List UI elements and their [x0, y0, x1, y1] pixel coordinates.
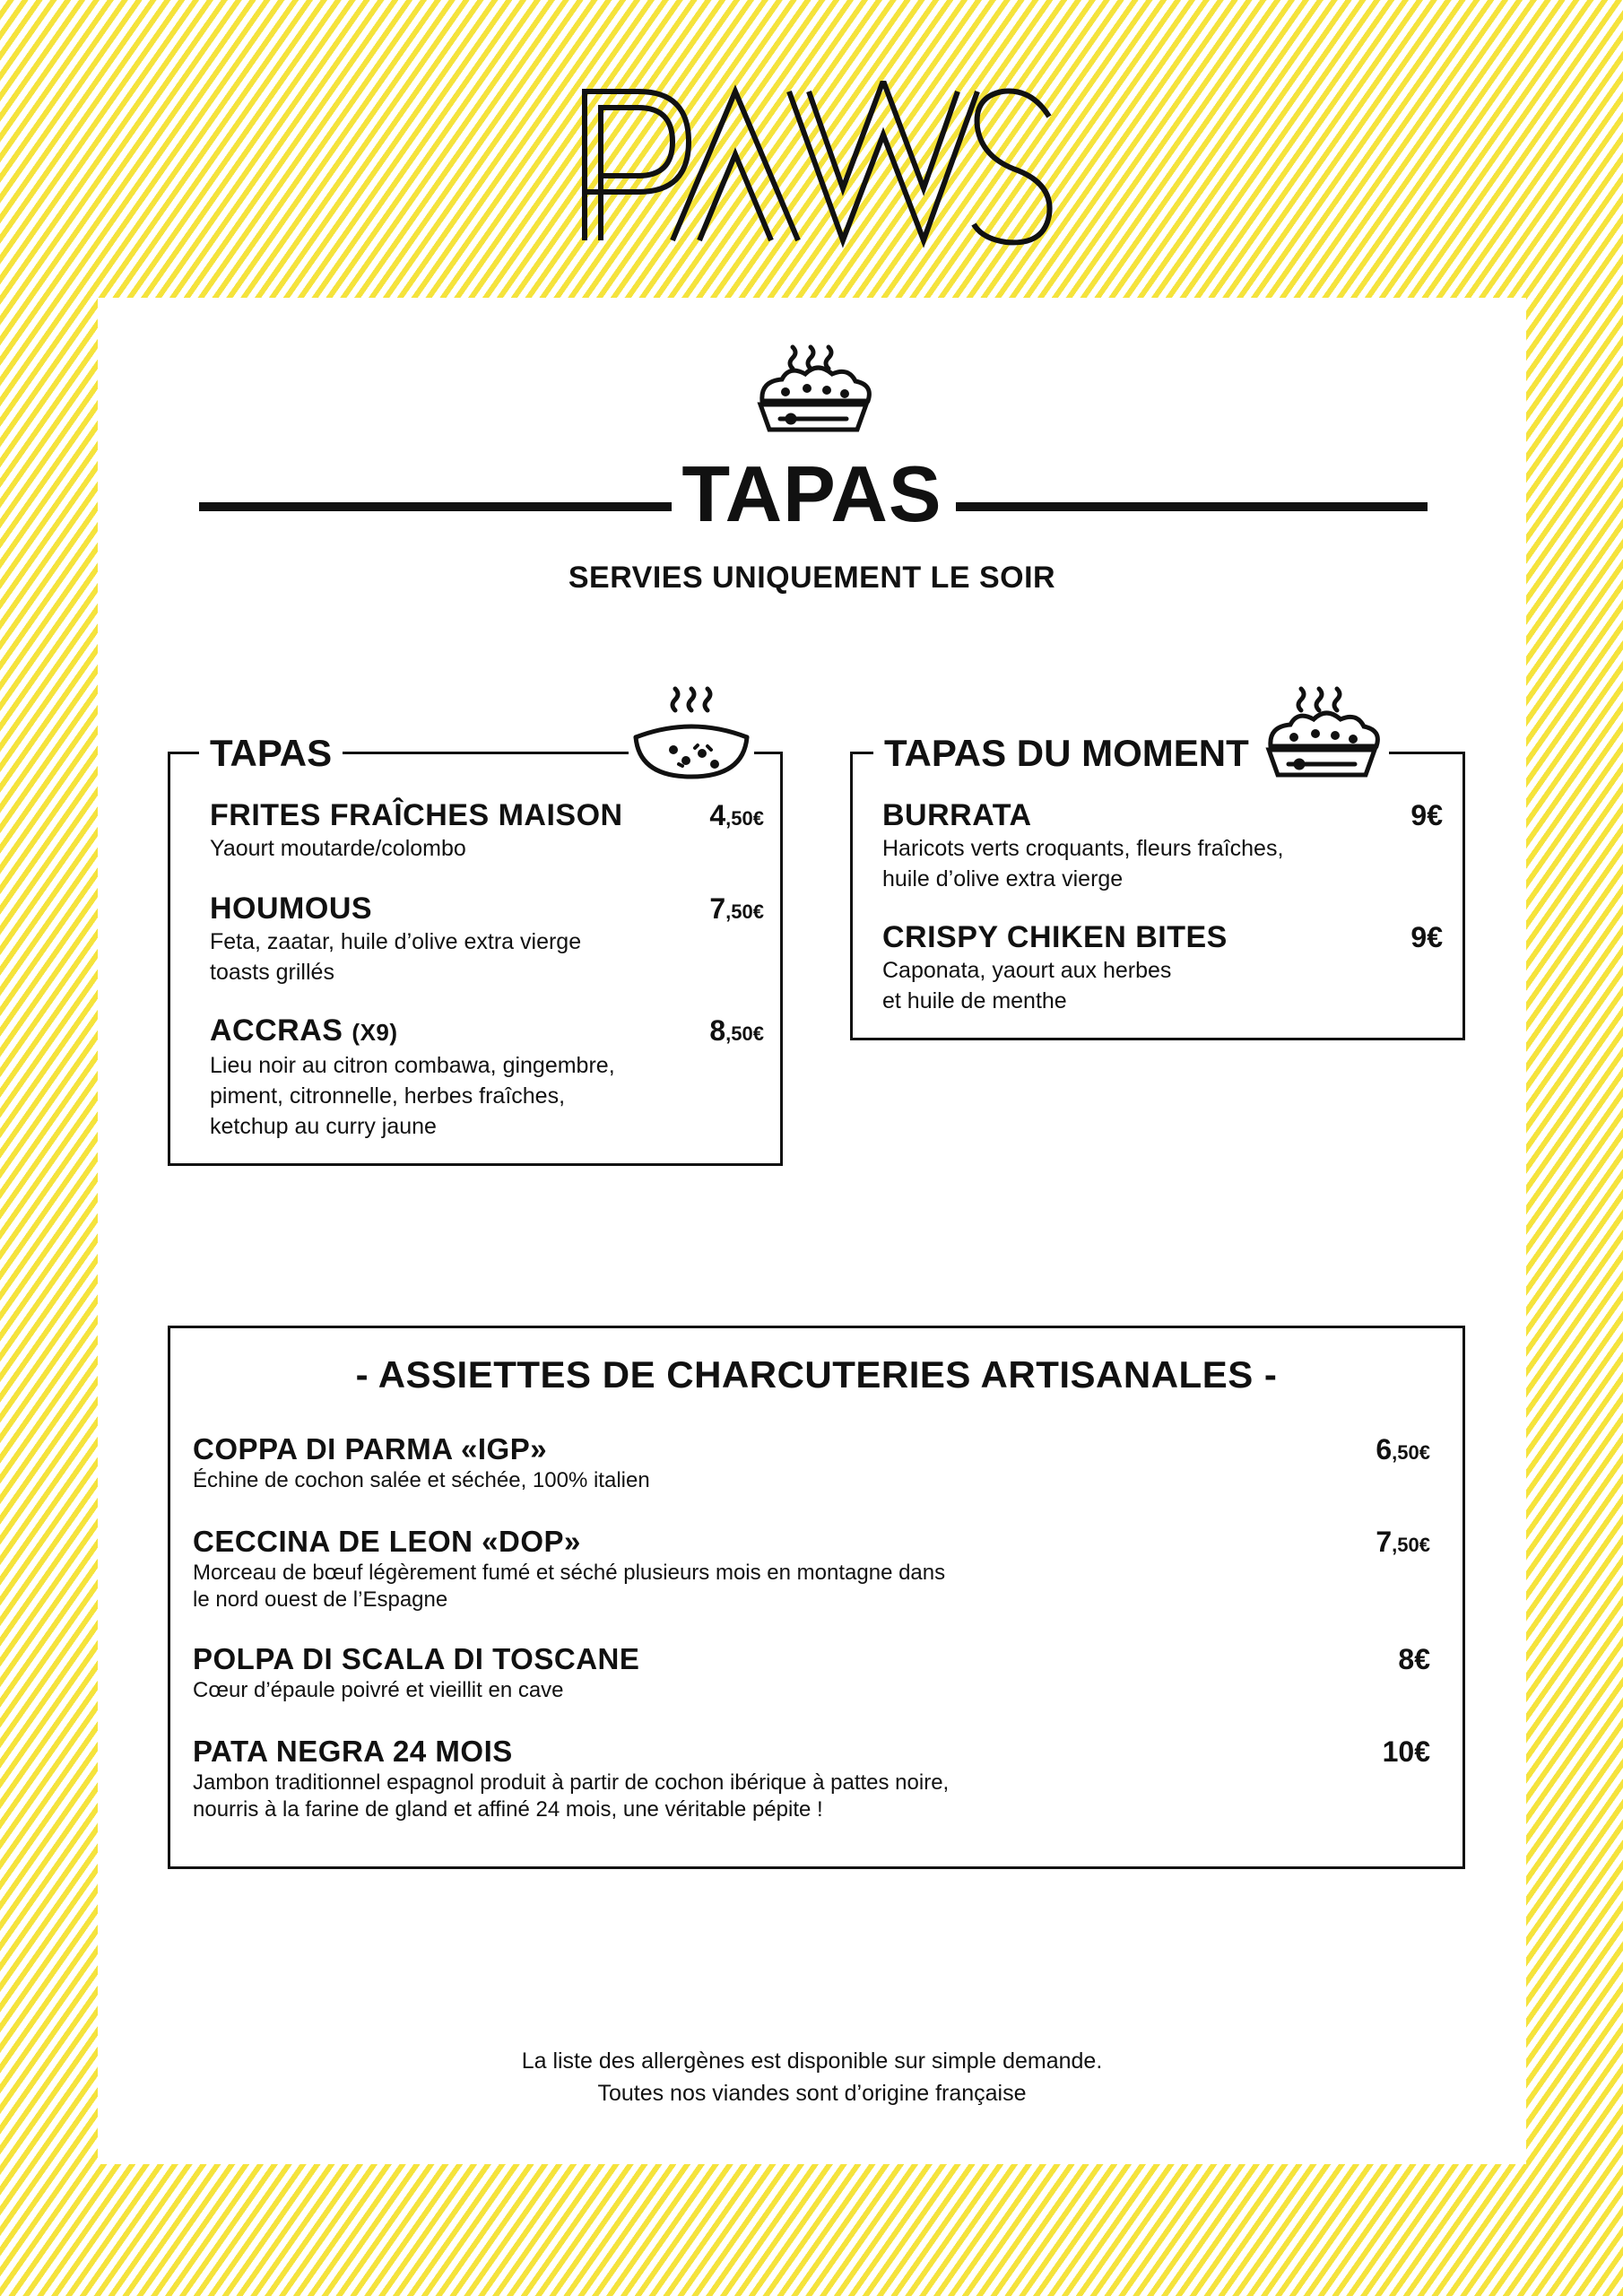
item-quantity: (X9) [352, 1019, 398, 1046]
item-name: PATA NEGRA 24 MOIS [193, 1735, 513, 1768]
menu-item [882, 797, 1384, 894]
item-price: 8,50€ [709, 1014, 764, 1047]
item-name: COPPA DI PARMA «IGP» [193, 1432, 548, 1465]
item-price: 6,50€ [1376, 1433, 1430, 1465]
paws-logo [574, 81, 1058, 251]
item-description: Haricots verts croquants, fleurs fraîches, huile d’olive extra vierge [882, 836, 1284, 891]
tapas-section-title: TAPAS [199, 735, 343, 772]
page-subtitle: SERVIES UNIQUEMENT LE SOIR [568, 561, 1056, 595]
item-price: 8€ [1398, 1643, 1430, 1675]
page-title: TAPAS [681, 449, 942, 538]
item-name: CECCINA DE LEON «DOP» [193, 1525, 581, 1558]
item-name: HOUMOUS [210, 891, 373, 926]
menu-item [193, 1641, 1224, 1704]
item-description: Échine de cochon salée et séchée, 100% italien [193, 1468, 650, 1492]
menu-item [193, 1734, 1224, 1823]
soup-bowl-icon [629, 683, 754, 782]
menu-item [193, 1431, 1224, 1494]
item-price: 7,50€ [1376, 1526, 1430, 1558]
item-price: 10€ [1382, 1735, 1430, 1768]
menu-item [210, 891, 640, 987]
item-name: POLPA DI SCALA DI TOSCANE [193, 1642, 640, 1675]
item-name: BURRATA [882, 798, 1032, 832]
footer-note [277, 2045, 1347, 2109]
allergen-note: La liste des allergènes est disponible sur simple demande. [521, 2048, 1103, 2074]
menu-item [210, 1013, 658, 1142]
menu-item [210, 797, 640, 864]
tapas-dish-icon [1254, 683, 1389, 782]
item-name: ACCRAS (X9) [210, 1013, 398, 1048]
tapas-du-moment-title: TAPAS DU MOMENT [873, 735, 1260, 772]
item-description: Morceau de bœuf légèrement fumé et séché plusieurs mois en montagne dans le nord ouest de l’Espagne [193, 1561, 946, 1612]
item-description: Feta, zaatar, huile d’olive extra vierge toasts grillés [210, 929, 582, 985]
menu-sheet [98, 298, 1526, 2164]
item-description: Yaourt moutarde/colombo [210, 836, 466, 861]
item-price: 7,50€ [709, 892, 764, 925]
item-name: FRITES FRAÎCHES MAISON [210, 798, 623, 832]
item-price: 9€ [1410, 921, 1443, 953]
item-name: CRISPY CHIKEN BITES [882, 920, 1228, 954]
item-description: Caponata, yaourt aux herbes et huile de menthe [882, 958, 1172, 1013]
item-description: Lieu noir au citron combawa, gingembre, piment, citronnelle, herbes fraîches, ketchup au curry jaune [210, 1053, 615, 1139]
charcuterie-title: - ASSIETTES DE CHARCUTERIES ARTISANALES - [355, 1353, 1278, 1396]
item-description: Cœur d’épaule poivré et vieillit en cave [193, 1678, 564, 1702]
item-description: Jambon traditionnel espagnol produit à partir de cochon ibérique à pattes noire, nourris à la farine de gland et affiné 24 mois, une véritable pépite ! [193, 1770, 950, 1822]
item-price: 4,50€ [709, 799, 764, 831]
origin-note: Toutes nos viandes sont d’origine française [597, 2081, 1027, 2106]
menu-item [882, 919, 1384, 1016]
menu-item [193, 1524, 1224, 1613]
item-price: 9€ [1410, 799, 1443, 831]
tapas-dish-icon [755, 340, 872, 439]
